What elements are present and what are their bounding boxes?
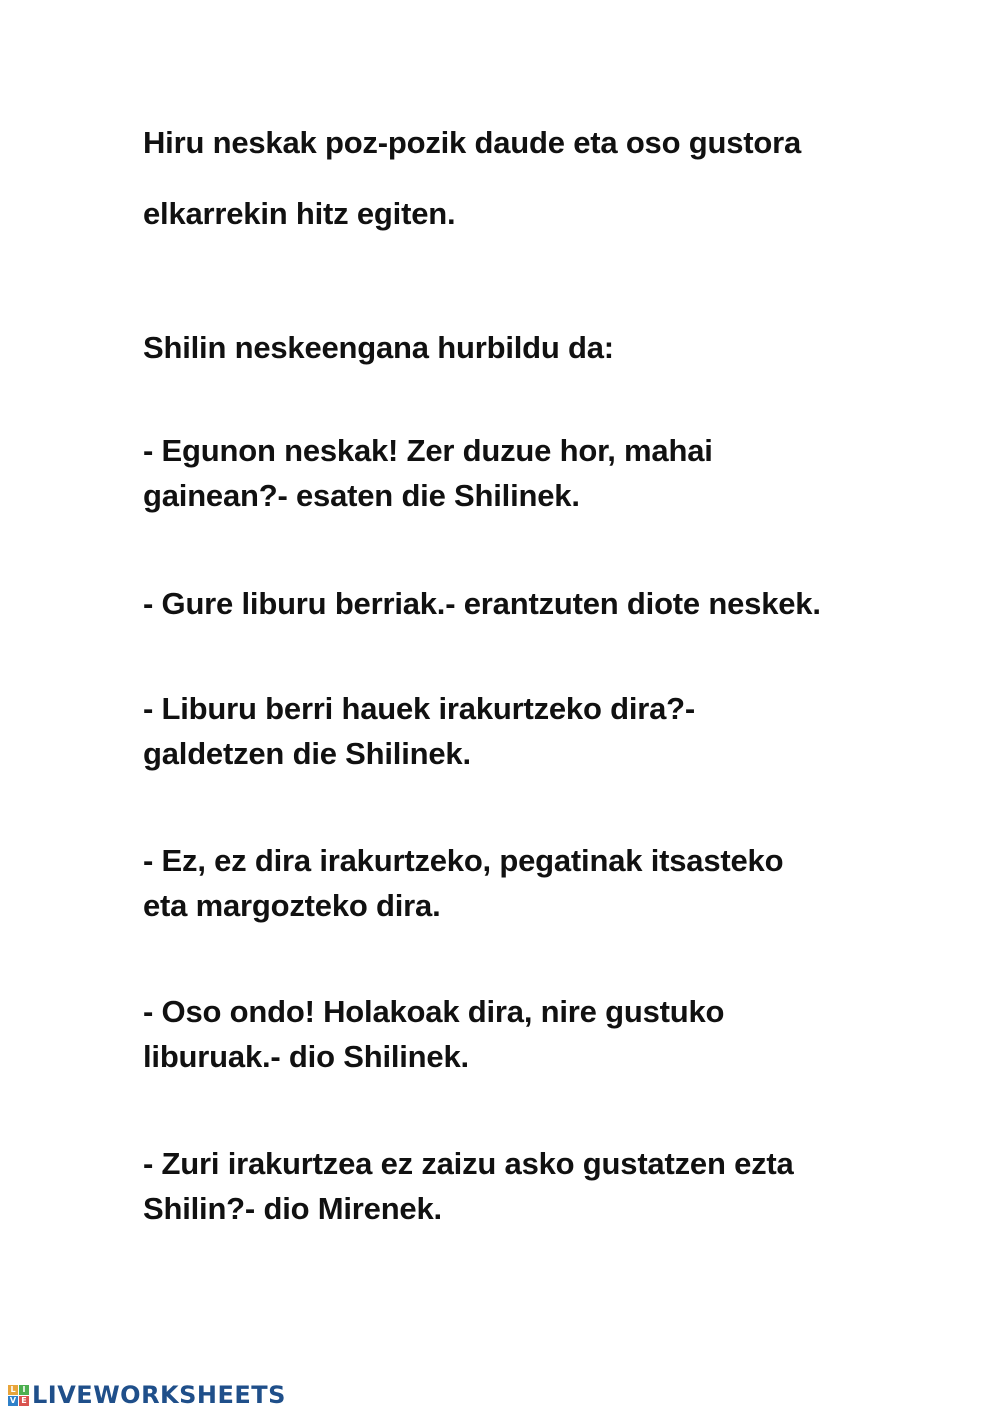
liveworksheets-logo-icon: L I V E <box>8 1385 29 1406</box>
dialogue-line-1 <box>143 428 903 518</box>
text-line: Shilin?- dio Mirenek. <box>143 1191 442 1226</box>
text-line: - Oso ondo! Holakoak dira, nire gustuko <box>143 994 725 1029</box>
text-line: eta margozteko dira. <box>143 888 441 923</box>
footer-logo <box>8 1380 286 1410</box>
text-line: Shilin neskeengana hurbildu da: <box>143 330 614 365</box>
text-line: - Zuri irakurtzea ez zaizu asko gustatzen ezta <box>143 1146 794 1181</box>
text-line: - Egunon neskak! Zer duzue hor, mahai <box>143 433 713 468</box>
dialogue-line-2 <box>143 581 903 626</box>
dialogue-line-4 <box>143 838 903 928</box>
text-line: Hiru neskak poz-pozik daude eta oso gustora <box>143 125 802 160</box>
text-line: galdetzen die Shilinek. <box>143 736 471 771</box>
dialogue-line-3 <box>143 686 903 776</box>
text-line: elkarrekin hitz egiten. <box>143 196 456 231</box>
dialogue-line-6 <box>143 1141 903 1231</box>
paragraph-shilin-approaches <box>143 325 903 370</box>
text-line: - Liburu berri hauek irakurtzeko dira?- <box>143 691 696 726</box>
logo-text: LIVEWORKSHEETS <box>32 1381 286 1409</box>
text-line: gainean?- esaten die Shilinek. <box>143 478 580 513</box>
text-line: - Gure liburu berriak.- erantzuten diote neskek. <box>143 586 821 621</box>
text-line: - Ez, ez dira irakurtzeko, pegatinak itsasteko <box>143 843 784 878</box>
text-line: liburuak.- dio Shilinek. <box>143 1039 469 1074</box>
paragraph-intro <box>143 107 903 249</box>
dialogue-line-5 <box>143 989 903 1079</box>
